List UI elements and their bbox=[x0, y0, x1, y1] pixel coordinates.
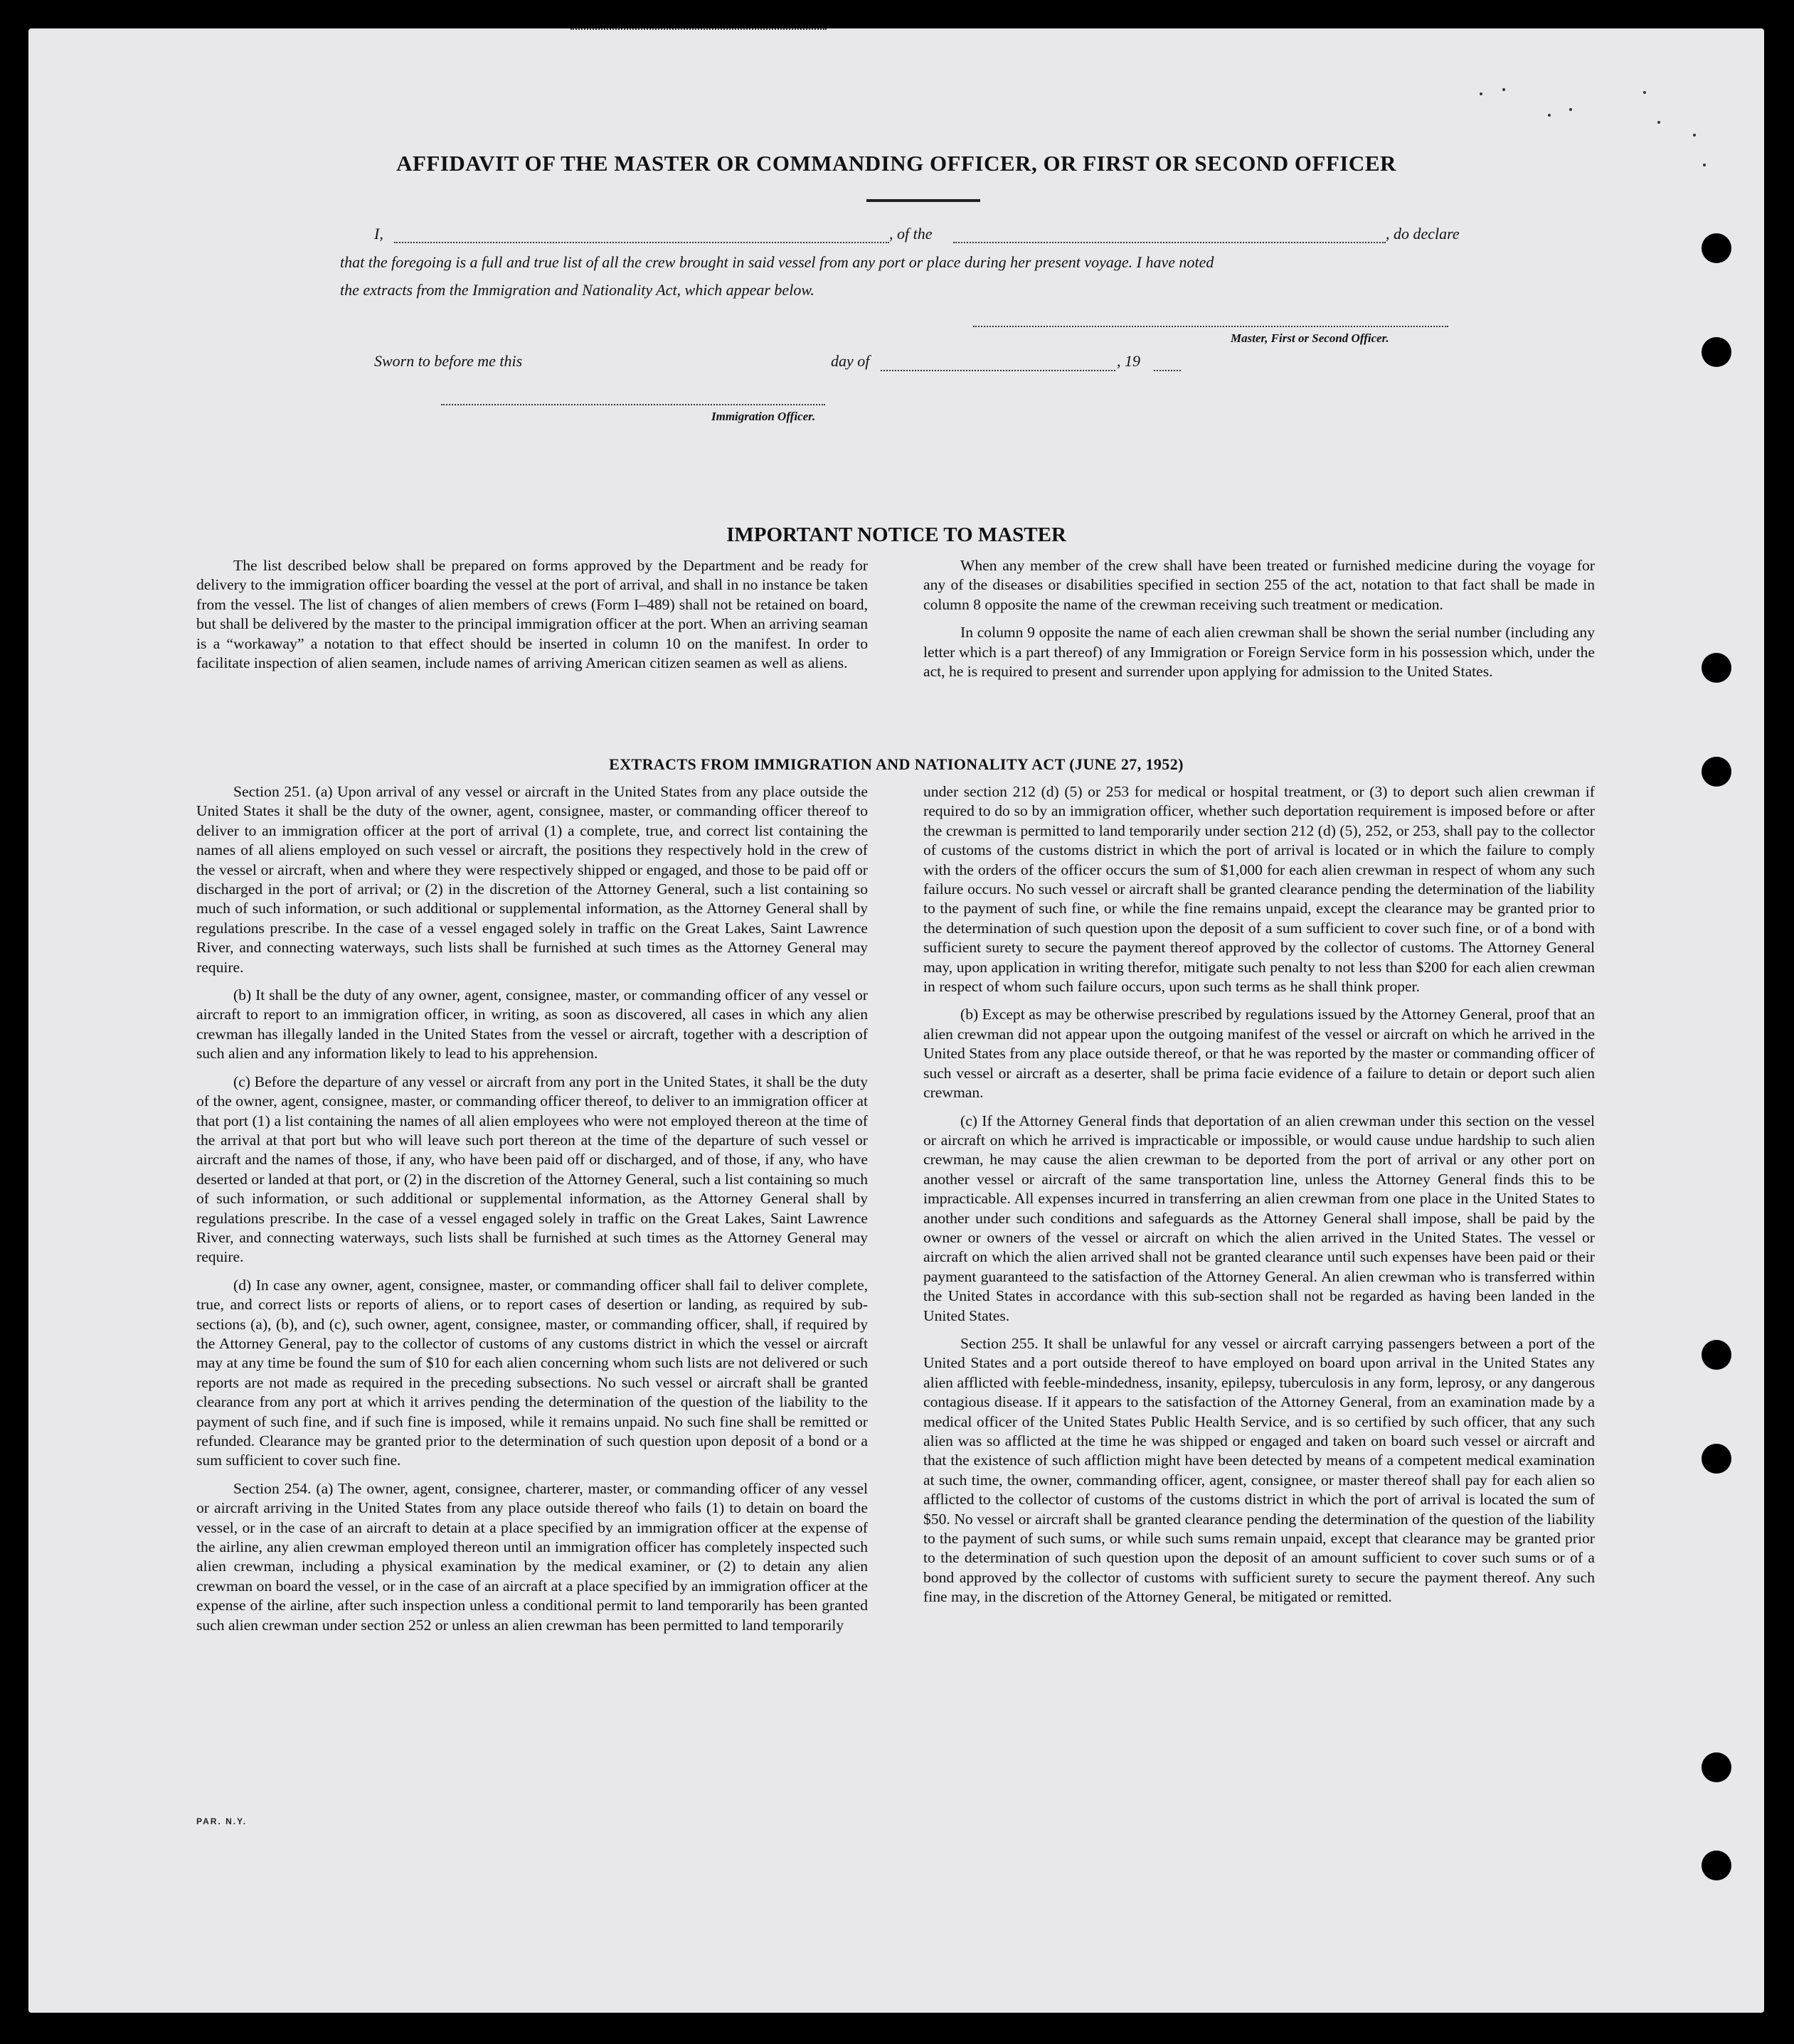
speck bbox=[1548, 114, 1551, 117]
punch-hole bbox=[1702, 1340, 1731, 1370]
sworn-month-field[interactable] bbox=[881, 370, 1115, 371]
day-of-label: day of bbox=[831, 352, 870, 370]
notice-title: IMPORTANT NOTICE TO MASTER bbox=[726, 523, 1066, 546]
notice-right-paragraph-1: When any member of the crew shall have been treated or furnished medicine during the voyage for any of the diseases or disabilities specified in section 255 of the act, notation to that fact shall be made in column 8 opposite the name of the crewman receiving such treatment or medication. bbox=[923, 557, 1595, 613]
declarant-name-field[interactable] bbox=[394, 242, 889, 243]
notice-right-column bbox=[923, 556, 1595, 690]
speck bbox=[1643, 91, 1646, 94]
punch-hole bbox=[1702, 233, 1731, 263]
speck bbox=[1693, 134, 1696, 137]
vessel-name-field[interactable] bbox=[953, 242, 1386, 243]
speck bbox=[1502, 88, 1505, 91]
punch-hole bbox=[1702, 1752, 1731, 1782]
declaration-line-2: that the foregoing is a full and true list of all the crew brought in said vessel from any port or place during her present voyage. I have noted bbox=[340, 253, 1214, 271]
printer-mark: PAR. N.Y. bbox=[196, 1816, 248, 1826]
extracts-title: EXTRACTS FROM IMMIGRATION AND NATIONALITY ACT (JUNE 27, 1952) bbox=[609, 755, 1184, 773]
punch-hole bbox=[1702, 1851, 1731, 1880]
title-rule bbox=[866, 199, 980, 202]
section-251-a: Section 251. (a) Upon arrival of any vessel or aircraft in the United States from any place outside the United States it shall be the duty of the owner, agent, consignee, master, or commanding officer thereof to deliver to an immigration officer at the port of arrival (1) a complete, true, and correct list containing the names of all aliens employed on such vessel or aircraft, the positions they respectively hold in the crew of the vessel or aircraft, when and where they were respectively shipped or engaged, and those to be paid off or discharged in the port of arrival; or (2) in the discretion of the Attorney General, such a list containing so much of such information, or such additional or supplemental information, as the Attorney General shall by regulations prescribe. In the case of a vessel engaged solely in traffic on the Great Lakes, Saint Lawrence River, and connecting waterways, such lists shall be furnished at such times as the Attorney General may require. bbox=[196, 783, 868, 976]
sworn-label: Sworn to before me this bbox=[374, 352, 523, 370]
extracts-left-column bbox=[196, 782, 868, 1644]
officer-signature-line[interactable] bbox=[441, 404, 825, 405]
sworn-year-field[interactable] bbox=[1154, 370, 1181, 371]
punch-hole bbox=[1702, 653, 1731, 683]
speck bbox=[1569, 108, 1572, 111]
section-255: Section 255. It shall be unlawful for any vessel or aircraft carrying passengers between a port of the United States and a port outside thereof to have employed on board upon arrival in the United States any alien afflicted with feeble-mindedness, insanity, epilepsy, tuberculosis in any form, leprosy, or any dangerous contagious disease. If it appears to the satisfaction of the Attorney General, from an examination made by a medical officer of the United States Public Health Service, and is so certified by such officer, that any such alien was so afflicted at the time he was shipped or engaged and taken on board such vessel or aircraft and that the existence of such affliction might have been detected by means of a competent medical examination at such time, the owner, commanding officer, agent, consignee, or master thereof shall pay for each alien so afflicted to the collector of customs of the customs district in which the port of arrival is located the sum of $50. No vessel or aircraft shall be granted clearance pending the determination of the question of the liability to the payment of such sums, or while such sums remain unpaid, except that clearance may be granted prior to the determination of such question upon the deposit of an amount sufficient to cover such sums or of a bond approved by the collector of customs with sufficient surety to secure the payment thereof. Any such fine may, in the discretion of the Attorney General, be mitigated or remitted. bbox=[923, 1334, 1595, 1606]
sworn-day-field[interactable] bbox=[570, 28, 827, 30]
section-254-b: (b) Except as may be otherwise prescribed by regulations issued by the Attorney General, proof that an alien crewman did not appear upon the outgoing manifest of the vessel or aircraft on which he arrived in the United States from any place outside thereof, or that he was reported by the master or commanding officer of such vessel or aircraft as a deserter, shall be prima facie evidence of a failure to detain or deport such alien crewman. bbox=[923, 1006, 1595, 1102]
section-251-c: (c) Before the departure of any vessel or aircraft from any port in the United States, it shall be the duty of the owner, agent, consignee, master, or commanding officer thereof, to deliver to an immigration officer at that port (1) a list containing the names of all alien employees who were not employed thereon at the time of the arrival at that port but who will leave such port thereon at the time of the departure of such vessel or aircraft and the names of those, if any, who have been paid off or discharged, and of those, if any, who have deserted or landed at that port, or (2) in the discretion of the Attorney General, such a list containing so much of such information, or such additional or supplemental information, as the Attorney General shall by regulations prescribe. In the case of a vessel engaged solely in traffic on the Great Lakes, Saint Lawrence River, and connecting waterways, such lists shall be furnished at such times as the Attorney General may require. bbox=[196, 1072, 868, 1266]
master-signature-caption: Master, First or Second Officer. bbox=[1231, 331, 1389, 345]
extracts-right-column bbox=[923, 782, 1595, 1616]
do-declare-label: , do declare bbox=[1386, 225, 1460, 243]
master-signature-line[interactable] bbox=[973, 326, 1448, 327]
year-label: , 19 bbox=[1117, 352, 1140, 370]
notice-left-column bbox=[196, 556, 868, 681]
section-254-a-continued: under section 212 (d) (5) or 253 for medical or hospital treatment, or (3) to deport such alien crewman if required to do so by an immigration officer, whether such deportation requirement is imposed before or after the crewman is permitted to land temporarily under section 212 (d) (5), 252, or 253, shall pay to the collector of customs of the customs district in which the port of arrival is located or in which the failure to comply with the orders of the officer occurs the sum of $1,000 for each alien crewman in respect of whom any such failure occurs. No such vessel or aircraft shall be granted clearance pending the determination of the liability to the payment of such fine, or while the fine remains unpaid, except the clearance may be granted prior to the determination of such question upon the deposit of a sum sufficient to cover such fine, or of a bond with sufficient surety to secure the payment thereof approved by the collector of customs. The Attorney General may, upon application in writing therefor, mitigate such penalty to not less than $200 for each alien crewman in respect of whom such failure occurs, upon such terms as he shall think proper. bbox=[923, 783, 1595, 996]
section-251-b: (b) It shall be the duty of any owner, agent, consignee, master, or commanding officer of any vessel or aircraft to report to an immigration officer, in writing, as soon as discovered, all cases in which any alien crewman has illegally landed in the United States from the vessel or aircraft, together with a description of such alien and any information likely to lead to his apprehension. bbox=[196, 986, 868, 1063]
speck bbox=[1480, 92, 1482, 95]
punch-hole bbox=[1702, 337, 1731, 367]
of-the-label: , of the bbox=[889, 225, 933, 243]
speck bbox=[1657, 121, 1660, 124]
speck bbox=[1703, 164, 1706, 166]
section-254-a: Section 254. (a) The owner, agent, consignee, charterer, master, or commanding officer of any vessel or aircraft arriving in the United States from any place outside thereof who fails (1) to detain on board the vessel, or in the case of an aircraft to detain at a place specified by an immigration officer at the expense of the airline, any alien crewman employed thereon until an immigration officer has completely inspected such alien crewman, including a physical examination by the medical examiner, or (2) to detain any alien crewman on board the vessel, or in the case of an aircraft at a place specified by an immigration officer at the expense of the airline, after such inspection unless a conditional permit to land temporarily has been granted such alien crewman under section 252 or unless an alien crewman has been permitted to land temporarily bbox=[196, 1479, 868, 1634]
section-251-d: (d) In case any owner, agent, consignee, master, or commanding officer shall fail to deliver complete, true, and correct lists or reports of aliens, or to report cases of desertion or landing, as required by sub-sections (a), (b), and (c), such owner, agent, consignee, master, or commanding officer, shall, if required by the Attorney General, pay to the collector of customs of any customs district in which the vessel or aircraft may at any time be found the sum of $10 for each alien concerning whom such lists are not delivered or such reports are not made as required in the preceding subsections. No such vessel or aircraft shall be granted clearance from any port at which it arrives pending the determination of the question of the liability to the payment of such fine, and if such fine is imposed, while it remains unpaid. No such fine shall be remitted or refunded. Clearance may be granted prior to the determination of such question upon deposit of a bond or a sum sufficient to cover such fine. bbox=[196, 1276, 868, 1469]
notice-left-paragraph: The list described below shall be prepared on forms approved by the Department and be ready for delivery to the immigration officer boarding the vessel at the port of arrival, and shall in no instance be taken from the vessel. The list of changes of alien members of crews (Form I–489) shall not be retained on board, but shall be delivered by the master to the principal immigration officer at the port. When an arriving seaman is a “workaway” a notation to that effect should be inserted in column 10 on the manifest. In order to facilitate inspection of alien seamen, include names of arriving American citizen seamen as well as aliens. bbox=[196, 557, 868, 672]
affidavit-title: AFFIDAVIT OF THE MASTER OR COMMANDING OFFICER, OR FIRST OR SECOND OFFICER bbox=[396, 151, 1396, 176]
declare-i-label: I, bbox=[374, 225, 383, 243]
punch-hole bbox=[1702, 757, 1731, 787]
form-page bbox=[28, 28, 1764, 2013]
punch-hole bbox=[1702, 1444, 1731, 1474]
officer-signature-caption: Immigration Officer. bbox=[711, 410, 816, 423]
notice-right-paragraph-2: In column 9 opposite the name of each alien crewman shall be shown the serial number (including any letter which is a part thereof) of any Immigration or Foreign Service form in his possession which, under the act, he is required to present and surrender upon applying for admission to the United States. bbox=[923, 624, 1595, 681]
declaration-line-3: the extracts from the Immigration and Nationality Act, which appear below. bbox=[340, 281, 814, 299]
section-254-c: (c) If the Attorney General finds that deportation of an alien crewman under this section on the vessel or aircraft on which he arrived is impracticable or impossible, or would cause undue hardship to such alien crewman, he may cause the alien crewman to be deported from the port of arrival or any other port on another vessel or aircraft of the same transportation line, unless the Attorney General finds this to be impracticable. All expenses incurred in transferring an alien crewman from one place in the United States to another under such conditions and safeguards as the Attorney General shall impose, shall be paid by the owner or owners of the vessel or aircraft on which the alien arrived in the United States. The vessel or aircraft on which the alien arrived shall not be granted clearance until such expenses have been paid or their payment guaranteed to the satisfaction of the Attorney General. An alien crewman who is transferred within the United States in accordance with this sub-section shall not be regarded as having been landed in the United States. bbox=[923, 1112, 1595, 1324]
